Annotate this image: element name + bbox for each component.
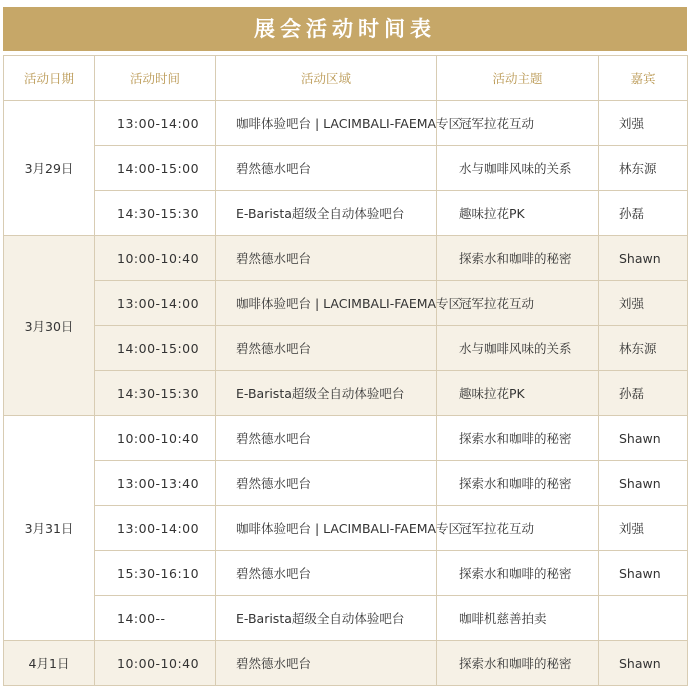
table-row xyxy=(4,371,688,416)
guest-cell: Shawn xyxy=(599,461,688,506)
table-row xyxy=(4,146,688,191)
table-row xyxy=(4,641,688,686)
header-area: 活动区域 xyxy=(216,56,437,101)
time-cell: 14:00-- xyxy=(95,596,216,641)
date-cell: 4月1日 xyxy=(4,641,95,686)
time-cell: 10:00-10:40 xyxy=(95,416,216,461)
guest-cell: 林东源 xyxy=(599,326,688,371)
time-cell: 13:00-13:40 xyxy=(95,461,216,506)
date-cell: 3月31日 xyxy=(4,416,95,641)
table-row xyxy=(4,326,688,371)
guest-cell: 刘强 xyxy=(599,101,688,146)
header-guest: 嘉宾 xyxy=(599,56,688,101)
table-row xyxy=(4,506,688,551)
area-cell: 碧然德水吧台 xyxy=(216,416,437,461)
area-cell: E-Barista超级全自动体验吧台 xyxy=(216,596,437,641)
theme-cell: 咖啡机慈善拍卖 xyxy=(437,596,599,641)
guest-cell xyxy=(599,596,688,641)
time-cell: 14:30-15:30 xyxy=(95,191,216,236)
time-cell: 10:00-10:40 xyxy=(95,641,216,686)
area-cell: 咖啡体验吧台 | LACIMBALI-FAEMA专区 xyxy=(216,101,437,146)
theme-cell: 冠军拉花互动 xyxy=(437,101,599,146)
table-row xyxy=(4,236,688,281)
area-cell: 碧然德水吧台 xyxy=(216,146,437,191)
page-title: 展会活动时间表 xyxy=(3,7,687,51)
theme-cell: 探索水和咖啡的秘密 xyxy=(437,551,599,596)
table-row xyxy=(4,461,688,506)
guest-cell: 孙磊 xyxy=(599,191,688,236)
theme-cell: 探索水和咖啡的秘密 xyxy=(437,461,599,506)
table-row xyxy=(4,551,688,596)
area-cell: 碧然德水吧台 xyxy=(216,641,437,686)
table-row xyxy=(4,191,688,236)
time-cell: 14:00-15:00 xyxy=(95,146,216,191)
theme-cell: 水与咖啡风味的关系 xyxy=(437,146,599,191)
guest-cell: Shawn xyxy=(599,551,688,596)
area-cell: 碧然德水吧台 xyxy=(216,326,437,371)
theme-cell: 冠军拉花互动 xyxy=(437,506,599,551)
schedule-table xyxy=(3,55,688,686)
area-cell: 咖啡体验吧台 | LACIMBALI-FAEMA专区 xyxy=(216,506,437,551)
header-time: 活动时间 xyxy=(95,56,216,101)
table-row xyxy=(4,281,688,326)
date-cell: 3月29日 xyxy=(4,101,95,236)
date-cell: 3月30日 xyxy=(4,236,95,416)
guest-cell: Shawn xyxy=(599,641,688,686)
time-cell: 13:00-14:00 xyxy=(95,281,216,326)
header-theme: 活动主题 xyxy=(437,56,599,101)
area-cell: E-Barista超级全自动体验吧台 xyxy=(216,191,437,236)
theme-cell: 探索水和咖啡的秘密 xyxy=(437,416,599,461)
header-date: 活动日期 xyxy=(4,56,95,101)
area-cell: 碧然德水吧台 xyxy=(216,551,437,596)
guest-cell: 刘强 xyxy=(599,506,688,551)
theme-cell: 探索水和咖啡的秘密 xyxy=(437,236,599,281)
time-cell: 13:00-14:00 xyxy=(95,506,216,551)
time-cell: 15:30-16:10 xyxy=(95,551,216,596)
time-cell: 14:30-15:30 xyxy=(95,371,216,416)
theme-cell: 趣味拉花PK xyxy=(437,371,599,416)
guest-cell: 刘强 xyxy=(599,281,688,326)
time-cell: 13:00-14:00 xyxy=(95,101,216,146)
area-cell: 碧然德水吧台 xyxy=(216,236,437,281)
time-cell: 14:00-15:00 xyxy=(95,326,216,371)
guest-cell: Shawn xyxy=(599,236,688,281)
table-row xyxy=(4,101,688,146)
theme-cell: 探索水和咖啡的秘密 xyxy=(437,641,599,686)
guest-cell: Shawn xyxy=(599,416,688,461)
table-row xyxy=(4,596,688,641)
guest-cell: 林东源 xyxy=(599,146,688,191)
theme-cell: 冠军拉花互动 xyxy=(437,281,599,326)
time-cell: 10:00-10:40 xyxy=(95,236,216,281)
table-row xyxy=(4,416,688,461)
area-cell: 咖啡体验吧台 | LACIMBALI-FAEMA专区 xyxy=(216,281,437,326)
area-cell: 碧然德水吧台 xyxy=(216,461,437,506)
theme-cell: 水与咖啡风味的关系 xyxy=(437,326,599,371)
table-header-row xyxy=(4,56,688,101)
area-cell: E-Barista超级全自动体验吧台 xyxy=(216,371,437,416)
guest-cell: 孙磊 xyxy=(599,371,688,416)
theme-cell: 趣味拉花PK xyxy=(437,191,599,236)
